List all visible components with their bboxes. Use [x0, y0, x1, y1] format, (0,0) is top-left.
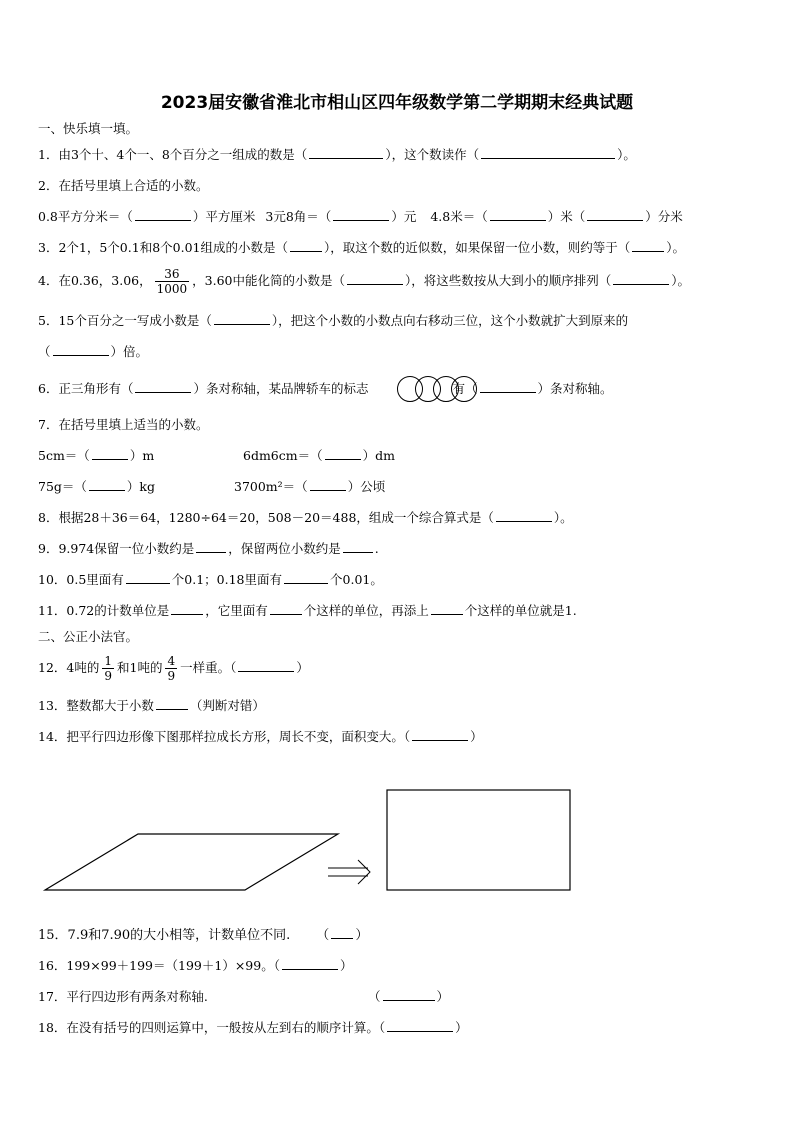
- question-text: 8．根据28＋36＝64，1280÷64＝20，508－20＝488，组成一个综合算式是（: [38, 510, 494, 525]
- question-text: （判断对错）: [189, 698, 265, 713]
- question-text: ）分米: [645, 209, 683, 224]
- answer-blank[interactable]: [135, 380, 191, 393]
- question-text: ）m: [129, 448, 155, 463]
- question-7: 7．在括号里填上适当的小数。: [38, 417, 209, 432]
- page-title: 2023届安徽省淮北市相山区四年级数学第二学期期末经典试题: [160, 93, 634, 113]
- question-text: ）: [470, 729, 483, 744]
- fraction-numerator: 36: [155, 267, 190, 282]
- car-logo-rings-icon: [396, 375, 478, 403]
- question-text: 0.8平方分米＝（: [38, 209, 133, 224]
- fraction-denominator: 1000: [156, 282, 188, 296]
- question-text: 个0.01。: [330, 572, 383, 587]
- question-text: 9．9.974保留一位小数约是: [38, 541, 195, 556]
- question-text: 11．0.72的计数单位是: [38, 603, 170, 618]
- question-14: [38, 728, 483, 746]
- rectangle-shape: [387, 790, 570, 890]
- fraction-denominator: 9: [104, 669, 112, 683]
- fraction: [102, 654, 114, 683]
- question-text: 有（: [452, 381, 478, 396]
- question-text: ）。: [671, 273, 691, 288]
- answer-blank[interactable]: [587, 208, 643, 221]
- answer-blank[interactable]: [490, 208, 546, 221]
- question-text: ），这个数读作（: [385, 147, 480, 162]
- answer-blank[interactable]: [126, 571, 170, 584]
- answer-blank[interactable]: [331, 926, 353, 939]
- question-8: [38, 509, 573, 527]
- fraction-denominator: 9: [167, 669, 176, 683]
- answer-blank[interactable]: [214, 312, 270, 325]
- right-arrow-icon: [328, 860, 370, 884]
- question-text: ）: [296, 660, 309, 675]
- answer-blank[interactable]: [238, 659, 294, 672]
- question-text: 个这样的单位，再添上: [303, 603, 429, 618]
- question-text: ）米（: [547, 209, 586, 224]
- answer-blank[interactable]: [156, 697, 188, 710]
- question-text: ，它里面有: [205, 603, 268, 618]
- question-text: 个0.1；0.18里面有: [171, 572, 283, 587]
- question-text: 13．整数都大于小数: [38, 698, 154, 713]
- question-9: [38, 540, 379, 558]
- question-11: [38, 602, 577, 620]
- question-7-row2: [38, 478, 155, 496]
- answer-blank[interactable]: [387, 1019, 453, 1032]
- answer-blank[interactable]: [135, 208, 191, 221]
- question-3: [38, 239, 685, 257]
- fraction: [165, 654, 177, 683]
- question-text: （: [316, 928, 330, 943]
- question-text: 15．7.9和7.90的大小相等，计数单位不同.: [38, 928, 291, 943]
- question-text: .: [374, 541, 379, 556]
- question-text: 12．4吨的: [38, 660, 100, 675]
- question-text: 6dm6cm＝（: [243, 448, 323, 463]
- answer-blank[interactable]: [309, 146, 383, 159]
- answer-blank[interactable]: [325, 447, 361, 460]
- question-text: 17．平行四边形有两条对称轴.: [38, 989, 208, 1004]
- question-17-answer: [368, 988, 449, 1006]
- question-text: ）。: [666, 240, 686, 255]
- question-text: 14．把平行四边形像下图那样拉成长方形，周长不变，面积变大。（: [38, 729, 411, 744]
- answer-blank[interactable]: [290, 239, 322, 252]
- question-7-row1: [38, 447, 154, 465]
- answer-blank[interactable]: [431, 602, 463, 615]
- question-text: 3700m²＝（: [234, 479, 308, 494]
- question-5: [38, 312, 628, 330]
- question-10: [38, 571, 383, 589]
- answer-blank[interactable]: [310, 478, 346, 491]
- section-heading: 二、公正小法官。: [38, 629, 139, 644]
- answer-blank[interactable]: [632, 239, 664, 252]
- question-text: 18．在没有括号的四则运算中，一般按从左到右的顺序计算。（: [38, 1020, 386, 1035]
- question-1: [38, 146, 636, 164]
- parallelogram-to-rectangle-figure: [40, 786, 580, 896]
- question-18: [38, 1019, 468, 1037]
- answer-blank[interactable]: [270, 602, 302, 615]
- question-2: 2．在括号里填上合适的小数。: [38, 178, 209, 193]
- question-text: 3．2个1，5个0.1和8个0.01组成的小数是（: [38, 240, 288, 255]
- answer-blank[interactable]: [481, 146, 615, 159]
- answer-blank[interactable]: [92, 447, 128, 460]
- question-text: 一样重。（: [180, 660, 237, 675]
- question-text: 6．正三角形有（: [38, 381, 134, 396]
- question-text: ）平方厘米: [192, 209, 256, 224]
- section-heading: 一、快乐填一填。: [38, 121, 139, 136]
- question-text: ）kg: [126, 479, 155, 494]
- answer-blank[interactable]: [383, 988, 435, 1001]
- question-text: ）: [455, 1020, 468, 1035]
- question-text: ，3.60中能化简的小数是（: [192, 273, 346, 288]
- answer-blank[interactable]: [412, 728, 468, 741]
- answer-blank[interactable]: [196, 540, 226, 553]
- question-text: ）条对称轴，某品牌轿车的标志: [193, 381, 369, 396]
- question-5-cont: [38, 343, 148, 361]
- question-text: ），将这些数按从大到小的顺序排列（: [405, 273, 612, 288]
- question-text: 16．199×99＋199＝（199＋1）×99。（: [38, 958, 280, 973]
- answer-blank[interactable]: [53, 343, 109, 356]
- question-text: 75g＝（: [38, 479, 87, 494]
- answer-blank[interactable]: [171, 602, 203, 615]
- question-7-row1b: [243, 447, 395, 465]
- question-7-row2b: [234, 478, 385, 496]
- question-text: ）条对称轴。: [537, 381, 613, 396]
- question-text: 5．15个百分之一写成小数是（: [38, 313, 212, 328]
- fraction-numerator: 4: [167, 654, 176, 668]
- answer-blank[interactable]: [343, 540, 373, 553]
- question-text: ）元: [391, 209, 417, 224]
- question-17: [38, 988, 208, 1006]
- fraction: [155, 267, 190, 296]
- fraction-numerator: 1: [104, 654, 112, 668]
- answer-blank[interactable]: [89, 478, 125, 491]
- question-text: ）: [436, 989, 450, 1004]
- answer-blank[interactable]: [480, 380, 536, 393]
- question-6: [38, 380, 613, 398]
- answer-blank[interactable]: [613, 272, 669, 285]
- question-text: 5cm＝（: [38, 448, 90, 463]
- question-text: ）: [355, 928, 369, 943]
- question-text: （: [38, 344, 51, 359]
- question-15: [38, 926, 368, 945]
- question-13: [38, 697, 265, 715]
- question-text: （: [368, 989, 381, 1004]
- question-12: [38, 652, 309, 684]
- question-text: 10．0.5里面有: [38, 572, 124, 587]
- question-text: 1．由3个十、4个一、8个百分之一组成的数是（: [38, 147, 308, 162]
- question-text: ），取这个数的近似数，如果保留一位小数，则约等于（: [323, 240, 631, 255]
- question-text: 3元8角＝（: [265, 209, 332, 224]
- question-text: ）倍。: [110, 344, 149, 359]
- question-text: 个这样的单位就是1.: [464, 603, 577, 618]
- question-16: [38, 957, 352, 975]
- question-text: ）公顷: [347, 479, 386, 494]
- question-text: ，保留两位小数约是: [228, 541, 341, 556]
- question-text: 和1吨的: [117, 660, 163, 675]
- question-text: ）dm: [362, 448, 395, 463]
- question-text: ）。: [617, 147, 636, 162]
- question-text: ）: [339, 958, 353, 973]
- answer-blank[interactable]: [333, 208, 389, 221]
- answer-blank[interactable]: [347, 272, 403, 285]
- question-text: ），把这个小数的小数点向右移动三位，这个小数就扩大到原来的: [271, 313, 629, 328]
- question-text: ）。: [553, 510, 573, 525]
- answer-blank[interactable]: [284, 571, 328, 584]
- question-2-items: [38, 208, 683, 226]
- answer-blank[interactable]: [282, 957, 338, 970]
- question-4: [38, 266, 690, 296]
- answer-blank[interactable]: [496, 509, 552, 522]
- parallelogram-shape: [45, 834, 338, 890]
- question-text: 4．在0.36，3.06，: [38, 273, 152, 288]
- question-text: 4.8米＝（: [430, 209, 488, 224]
